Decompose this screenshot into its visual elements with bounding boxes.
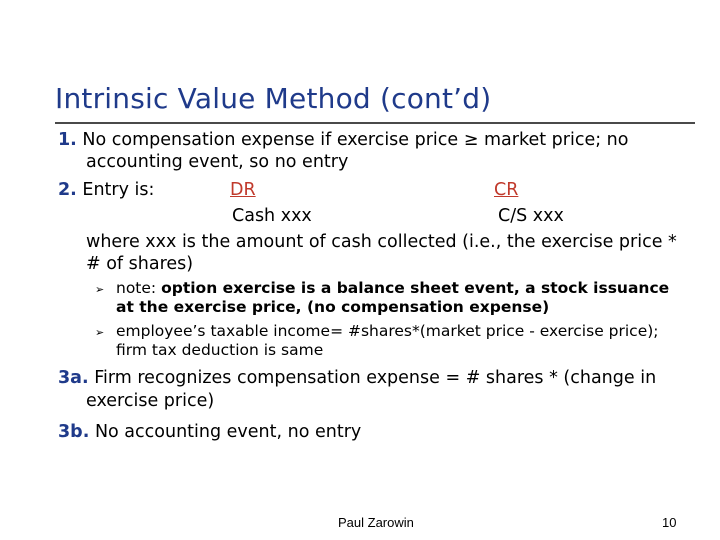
slide-title: Intrinsic Value Method (cont’d) xyxy=(55,82,492,115)
item-3a-line-2: exercise price) xyxy=(86,391,215,411)
credit-heading: CR xyxy=(494,180,519,200)
item-2-line-1 xyxy=(58,180,154,200)
bullet-1-line-2: at the exercise price, (no compensation expense) xyxy=(116,298,550,316)
arrow-bullet-icon: ➢ xyxy=(95,326,105,339)
item-2-explanation-2: # of shares) xyxy=(86,254,194,274)
page-number: 10 xyxy=(662,515,677,530)
item-3b-line xyxy=(58,422,361,442)
item-2-explanation-1: where xxx is the amount of cash collected (i.e., the exercise price * xyxy=(86,232,677,252)
item-2-label: Entry is: xyxy=(82,180,155,200)
greater-equal-symbol: ≥ xyxy=(463,130,479,150)
item-3a-number: 3a. xyxy=(58,368,89,388)
item-1-line-1 xyxy=(58,130,628,150)
title-underline xyxy=(55,122,695,124)
item-1-number: 1. xyxy=(58,130,77,150)
item-3a-text: Firm recognizes compensation expense = # shares * (change in xyxy=(94,368,657,388)
footer-author: Paul Zarowin xyxy=(338,515,414,530)
credit-account: C/S xxx xyxy=(498,206,564,226)
bullet-1-bold-text: option exercise is a balance sheet event, a stock issuance xyxy=(161,279,670,297)
bullet-2-line-2: firm tax deduction is same xyxy=(116,341,324,359)
item-3b-number: 3b. xyxy=(58,422,90,442)
item-3a-line-1 xyxy=(58,368,656,388)
item-1-text-a: No compensation expense if exercise price xyxy=(82,130,464,150)
debit-account: Cash xxx xyxy=(232,206,312,226)
item-1-line-2: accounting event, so no entry xyxy=(86,152,349,172)
arrow-bullet-icon: ➢ xyxy=(95,283,105,296)
item-1-text-b: market price; no xyxy=(478,130,629,150)
bullet-1-prefix: note: xyxy=(116,279,162,297)
bullet-2-line-1: employee’s taxable income= #shares*(market price - exercise price); xyxy=(116,322,659,340)
item-2-number: 2. xyxy=(58,180,77,200)
debit-heading: DR xyxy=(230,180,256,200)
bullet-1-line-1 xyxy=(116,279,669,298)
item-3b-text: No accounting event, no entry xyxy=(94,422,362,442)
